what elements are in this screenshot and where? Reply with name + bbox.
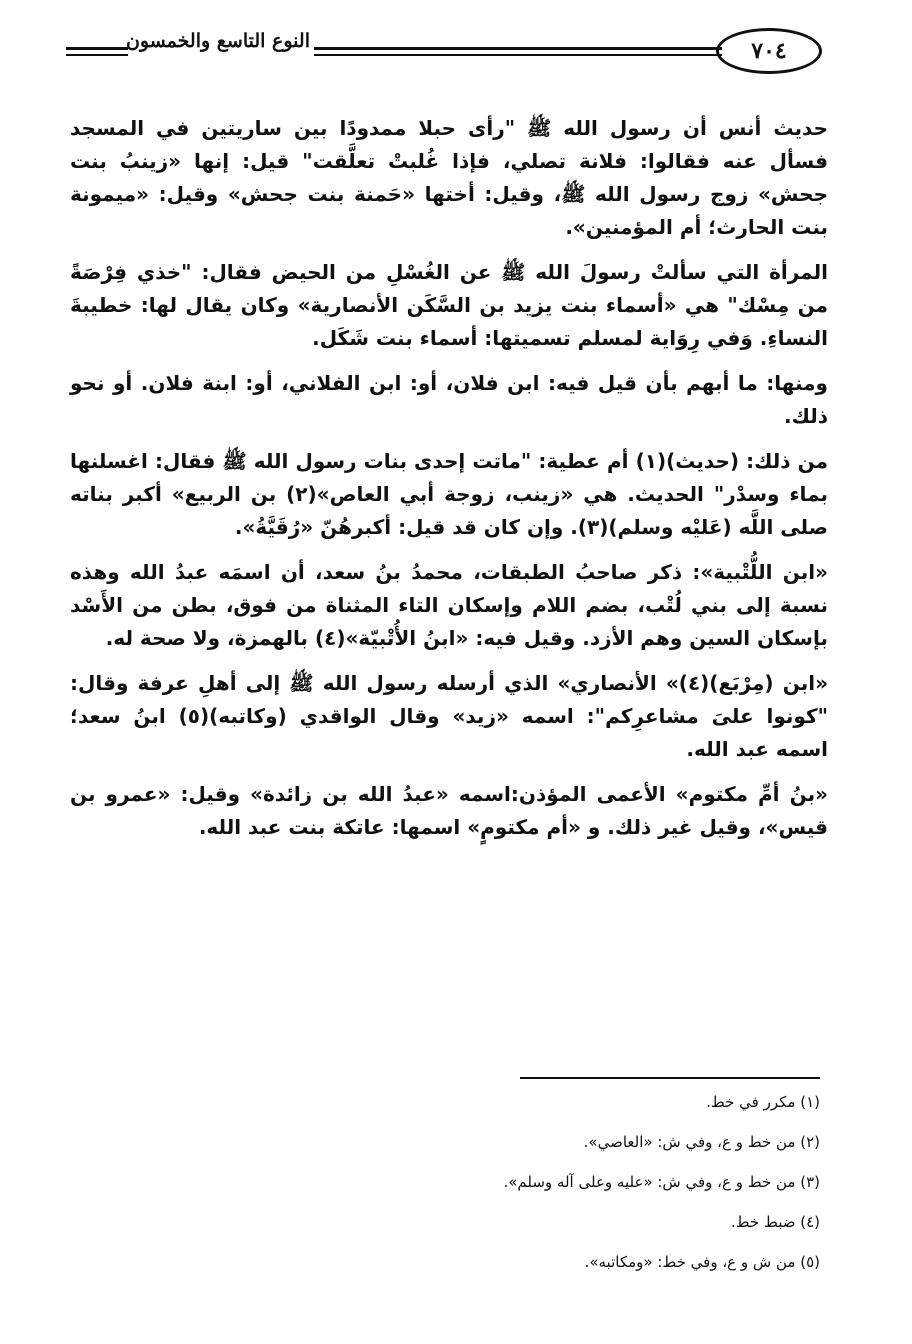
footnote: (٢) من خط و ع، وفي ش: «العاصي».	[583, 1133, 820, 1151]
footnote: (٣) من خط و ع، وفي ش: «عليه وعلى آله وسلم».	[503, 1173, 820, 1191]
paragraph	[70, 778, 828, 844]
paragraph-text: «ابن (مِرْبَع)(٤)» الأنصاري» الذي أرسله رسول الله ﷺ إلى أهلِ عرفة وقال: "كونوا علىَ مشاعرِكم": اسمه «زيد» وقال الواقدي (وكاتبه)(٥) ابنُ سعد؛ اسمه عبد الله.	[70, 671, 829, 761]
paragraph	[70, 667, 828, 766]
paragraph-text: «بنُ أمِّ مكتوم» الأعمى المؤذن:اسمه «عبدُ الله بن زائدة» وقيل: «عمرو بن قيس»، وقيل غير ذلك. و «أم مكتومٍ» اسمها: عاتكة بنت عبد الله.	[70, 782, 828, 839]
header-rule-end	[66, 47, 128, 56]
running-title: النوع التاسع والخمسون	[125, 30, 310, 52]
page-number: ٧٠٤	[716, 28, 822, 74]
paragraph	[70, 367, 828, 433]
page-header	[66, 28, 822, 74]
paragraph-text: ومنها: ما أبهم بأن قيل فيه: ابن فلان، أو: ابن الفلاني، أو: ابنة فلان. أو نحو ذلك.	[70, 371, 828, 428]
footnote: (٤) ضبط خط.	[730, 1213, 820, 1231]
paragraph	[70, 256, 828, 355]
paragraph-text: المرأة التي سألتْ رسولَ الله ﷺ عن الغُسْلِ من الحيض فقال: "خذي فِرْصَةً من مِسْك" هي «أسماء بنت يزيد بن السَّكَن الأنصارية» وكان يقال لها: خطيبةَ النساءِ. وَفي رِوَاية لمسلم تسميتها: أسماء بنت شَكَل.	[70, 260, 828, 350]
footnote: (١) مكرر في خط.	[706, 1093, 820, 1111]
paragraph	[70, 556, 828, 655]
main-text	[70, 112, 828, 856]
paragraph	[70, 445, 828, 544]
paragraph-text: من ذلك: (حديث)(١) أم عطية: "ماتت إحدى بنات رسول الله ﷺ فقال: اغسلنها بماء وسدْر" الحديث. هي «زينب، زوجة أبي العاص»(٢) بن الربيع» أكبر بناته صلى اللَّه (عَليْه وسلم)(٣). وإن كان قد قيل: أكبرهُنّ «رُقَيَّةُ».	[70, 449, 828, 539]
paragraph-text: حديث أنس أن رسول الله ﷺ "رأى حبلا ممدودًا بين ساريتين في المسجد فسأل عنه فقالوا: فلانة تصلي، فإذا غُلبتْ تعلَّقت" قيل: إنها «زينبُ بنت جحش» زوج رسول الله ﷺ، وقيل: أختها «حَمنة بنت جحش» وقيل: «ميمونة بنت الحارث؛ أم المؤمنين».	[70, 116, 828, 239]
footnote-separator	[520, 1077, 820, 1079]
footnotes	[84, 1092, 820, 1292]
footnote: (٥) من ش و ع، وفي خط: «ومكاتبه».	[584, 1253, 820, 1271]
paragraph-text: «ابن اللُّتْبية»: ذكر صاحبُ الطبقات، محمدُ بنُ سعد، أن اسمَه عبدُ الله وهذه نسبة إلى بني لُتْب، بضم اللام وإسكان التاء المثناة من فوق، بطن من الأَسْد بإسكان السين وهم الأزد. وقيل فيه: «ابنُ الأُتْبيّة»(٤) بالهمزة، ولا صحة له.	[70, 560, 828, 650]
paragraph	[70, 112, 828, 244]
header-rule	[314, 47, 722, 56]
